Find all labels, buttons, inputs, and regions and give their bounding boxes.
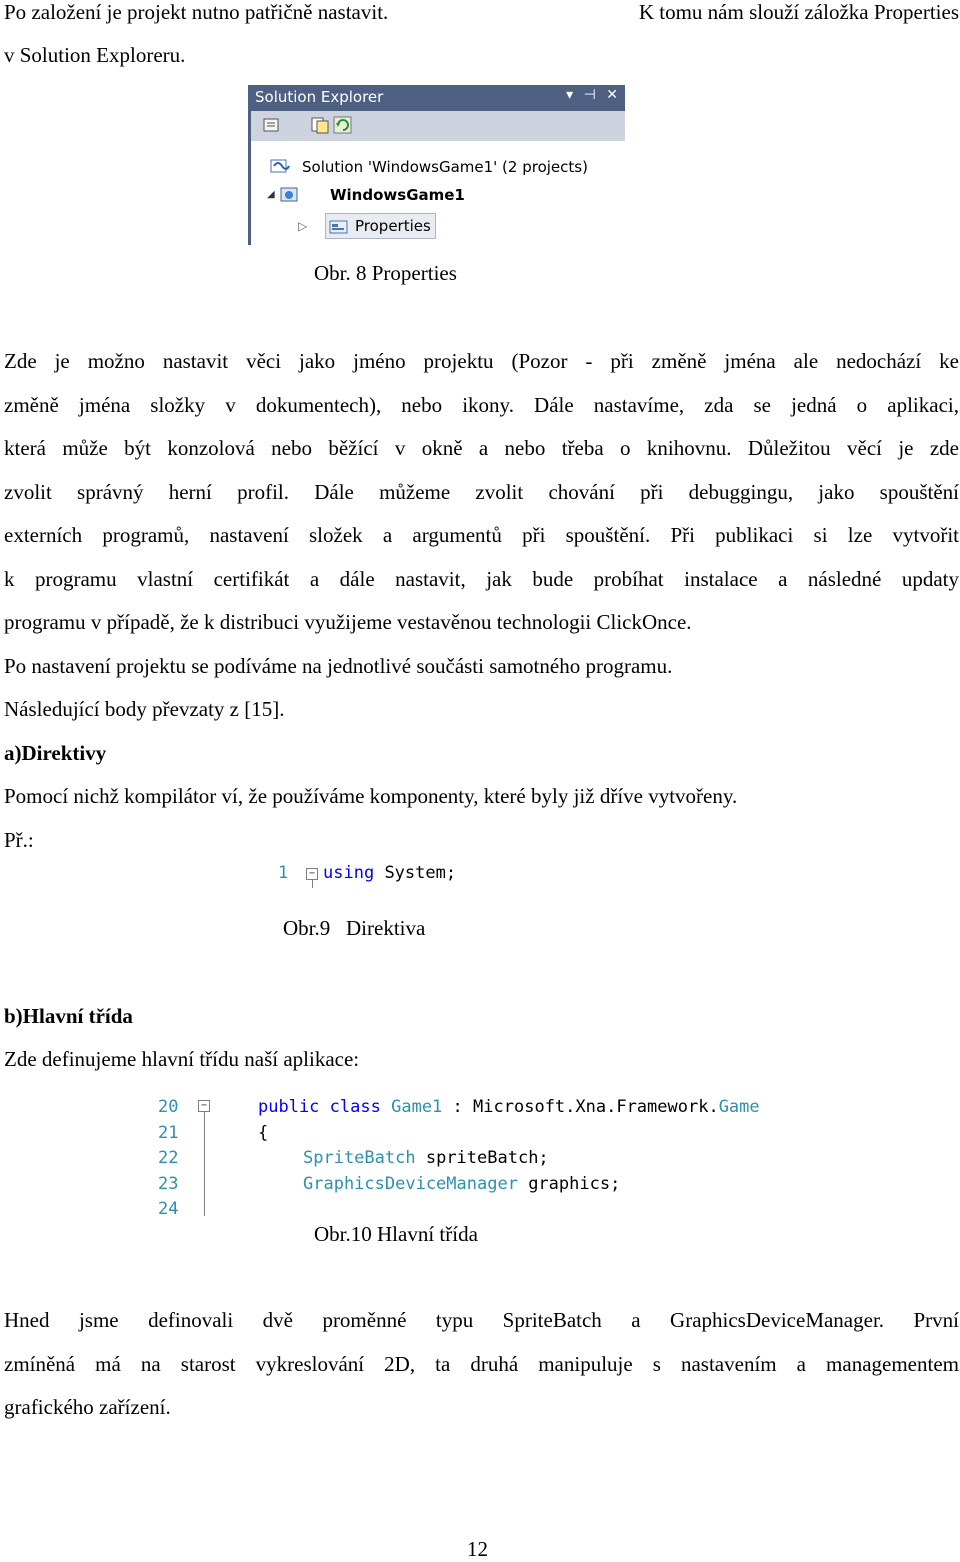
code-keyword: public (258, 1097, 320, 1117)
line-number: 21 (158, 1122, 179, 1143)
paragraph-line: změně jména složky v dokumentech), nebo ikony. Dále nastavíme, zda se jedná o aplikaci, (4, 392, 959, 417)
code-directive-text (323, 863, 456, 883)
example-label: Př.: (4, 827, 34, 852)
intro-line-1a: Po založení je projekt nutno patřičně nastavit. (4, 0, 389, 24)
code-type: Game1 (391, 1097, 443, 1117)
code-line-brace: { (258, 1122, 269, 1143)
paragraph-line: Zde je možno nastavit věci jako jméno projektu (Pozor - při změně jména ale nedochází ke (4, 349, 959, 373)
solution-icon (270, 157, 292, 177)
code-text: : (452, 1097, 463, 1117)
code-type: GraphicsDeviceManager (303, 1173, 518, 1194)
fold-line (312, 880, 313, 888)
line-number: 23 (158, 1173, 179, 1194)
fold-toggle-icon[interactable]: − (306, 868, 318, 880)
show-all-files-icon[interactable] (310, 116, 330, 134)
code-line-field (258, 1146, 760, 1172)
paragraph-project-settings (4, 340, 959, 862)
intro-line-2: v Solution Exploreru. (4, 43, 186, 67)
paragraph-next-step: Po nastavení projektu se podíváme na jednotlivé součásti samotného programu. (4, 653, 673, 678)
code-text: Microsoft.Xna.Framework. (473, 1097, 719, 1117)
paragraph-line: Hned jsme definovali dvě proměnné typu SpriteBatch a GraphicsDeviceManager. První (4, 1308, 959, 1332)
paragraph-variables (4, 1299, 959, 1430)
code-line-class-declaration (258, 1095, 760, 1121)
paragraph-line: programu v případě, že k distribuci využijeme vestavěnou technologii ClickOnce. (4, 610, 692, 634)
solution-node[interactable]: Solution 'WindowsGame1' (2 projects) (302, 158, 588, 176)
paragraph-line: grafického zařízení. (4, 1395, 171, 1419)
line-number: 24 (158, 1199, 179, 1219)
paragraph-line: zvolit správný herní profil. Dále můžeme zvolit chování při debuggingu, jako spouštění (4, 479, 959, 504)
window-controls[interactable]: ▾ ⊣ ✕ (566, 87, 621, 103)
properties-window-icon[interactable] (262, 116, 282, 134)
figure-8-caption: Obr. 8 Properties (314, 261, 457, 285)
properties-icon (329, 219, 349, 235)
code-text: graphics; (528, 1173, 621, 1194)
paragraph-line: zmíněná má na starost vykreslování 2D, ta druhá manipuluje s nastavením a managementem (4, 1351, 959, 1376)
code-type: Game (718, 1097, 760, 1117)
collapsed-arrow-icon[interactable]: ▷ (298, 219, 308, 233)
project-node[interactable]: WindowsGame1 (330, 186, 465, 204)
heading-main-class: b)Hlavní třída (4, 1004, 133, 1028)
solution-explorer-panel (248, 85, 625, 245)
paragraph-source: Následující body převzaty z [15]. (4, 697, 285, 721)
paragraph-line: která může být konzolová nebo běžící v okně a nebo třeba o knihovnu. Důležitou věcí je zde (4, 436, 959, 460)
code-type: SpriteBatch (303, 1148, 416, 1168)
fold-toggle-icon[interactable]: − (198, 1100, 210, 1112)
solution-explorer-toolbar (248, 111, 625, 141)
page-number: 12 (467, 1537, 488, 1561)
figure-9-number: Obr.9 (283, 916, 331, 940)
line-number: 1 (278, 863, 289, 883)
intro-line-1b: K tomu nám slouží záložka Properties (638, 0, 959, 24)
code-main-class-line-numbers (158, 1095, 178, 1223)
properties-node-label: Properties (355, 217, 431, 235)
code-keyword: using (323, 863, 375, 883)
code-directive (278, 863, 288, 883)
xna-project-icon (279, 185, 301, 205)
code-main-class (258, 1095, 760, 1197)
fold-line (204, 1112, 205, 1216)
line-number: 20 (158, 1097, 179, 1117)
heading-directives: a)Direktivy (4, 740, 107, 765)
refresh-icon[interactable] (333, 116, 353, 134)
figure-9-title: Direktiva (346, 916, 426, 940)
expanded-arrow-icon[interactable]: ◢ (267, 189, 275, 200)
paragraph-line: externích programů, nastavení složek a argumentů při spouštění. Při publikaci si lze vytvořit (4, 523, 959, 547)
directives-description: Pomocí nichž kompilátor ví, že používáme komponenty, které byly již dříve vytvořeny. (4, 784, 738, 808)
paragraph-line: k programu vlastní certifikát a dále nastavit, jak bude probíhat instalace a následné updaty (4, 566, 959, 591)
solution-explorer-title: Solution Explorer (255, 88, 384, 106)
code-text: System; (384, 863, 457, 883)
code-line-field (258, 1172, 760, 1198)
panel-left-border (248, 111, 251, 245)
figure-9-caption (283, 916, 425, 941)
figure-10-caption: Obr.10 Hlavní třída (314, 1222, 478, 1246)
line-number: 22 (158, 1148, 179, 1168)
code-text: spriteBatch; (425, 1148, 549, 1168)
properties-node[interactable] (325, 213, 436, 239)
code-keyword: class (329, 1097, 381, 1117)
main-class-description: Zde definujeme hlavní třídu naší aplikace: (4, 1047, 360, 1071)
solution-explorer-title-bar (248, 85, 625, 111)
